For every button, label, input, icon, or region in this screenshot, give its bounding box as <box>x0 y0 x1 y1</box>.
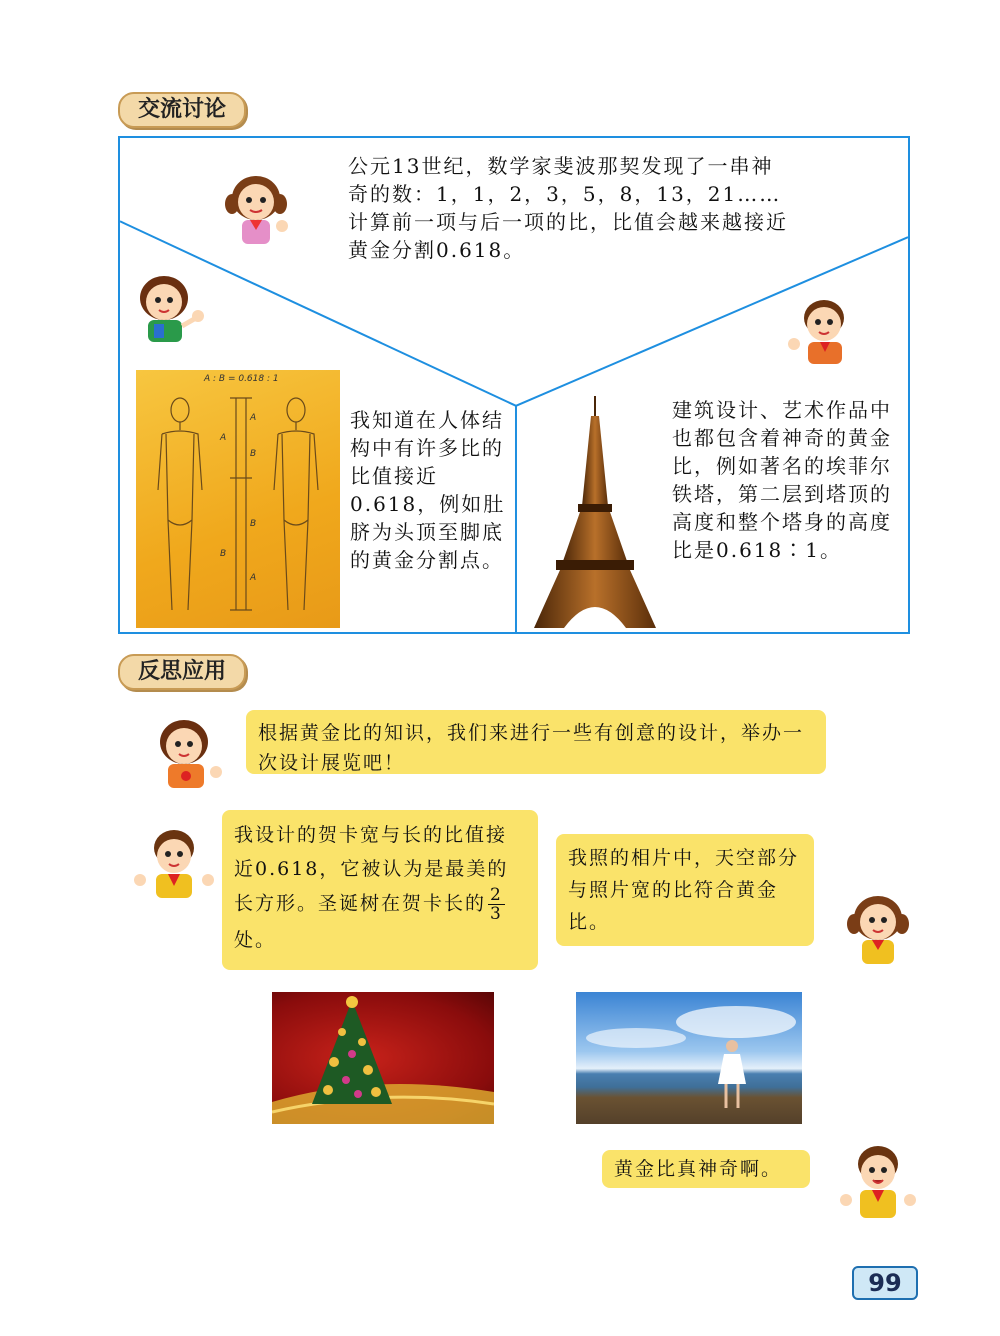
girl-on-beach-image <box>576 992 802 1124</box>
svg-text:B: B <box>250 449 257 459</box>
greeting-card-text-tail: 处。 <box>234 929 277 951</box>
page-number: 99 <box>852 1266 918 1300</box>
fraction-two-thirds <box>488 886 505 923</box>
svg-text:B: B <box>250 519 257 529</box>
boy-character-icon <box>132 824 214 902</box>
girl-character-icon <box>132 270 212 346</box>
human-body-text: 我知道在人体结构中有许多比的比值接近0.618，例如肚脐为头顶至脚底的黄金分割点。 <box>350 408 506 572</box>
girl-character-icon <box>150 714 230 792</box>
fibonacci-text: 公元13世纪，数学家斐波那契发现了一串神奇的数：1，1，2，3，5，8，13，21……计算前一项与后一项的比，比值会越来越接近黄金分割0.618。 <box>348 154 788 262</box>
proportion-label: A : B = 0.618 : 1 <box>204 374 279 384</box>
christmas-tree-icon <box>272 992 494 1124</box>
speech-bubble-greeting-card <box>222 810 538 970</box>
eiffel-tower-image <box>530 396 660 628</box>
section-title-reflect: 反思应用 <box>118 654 246 690</box>
greeting-card-text: 我设计的贺卡宽与长的比值接近0.618，它被认为是最美的长方形。圣诞树在贺卡长的 <box>234 824 509 915</box>
speech-bubble-photo: 我照的相片中，天空部分与照片宽的比符合黄金比。 <box>556 834 814 946</box>
body-outline-drawing <box>136 370 340 628</box>
svg-text:A: A <box>250 573 257 583</box>
svg-text:B: B <box>220 549 227 559</box>
svg-text:A: A <box>220 433 227 443</box>
speech-bubble-amazing: 黄金比真神奇啊。 <box>602 1150 810 1188</box>
girl-character-icon <box>220 168 292 248</box>
eiffel-text: 建筑设计、艺术作品中也都包含着神奇的黄金比，例如著名的埃菲尔铁塔，第二层到塔顶的高度和整个塔身的高度比是0.618∶1。 <box>672 398 892 562</box>
human-body-proportion-figure <box>136 370 340 628</box>
svg-text:A: A <box>250 413 257 423</box>
boy-character-icon <box>836 1140 918 1222</box>
section-title-discuss: 交流讨论 <box>118 92 246 128</box>
speech-bubble-design-exhibition: 根据黄金比的知识，我们来进行一些有创意的设计，举办一次设计展览吧！ <box>246 710 826 774</box>
girl-character-icon <box>836 888 916 966</box>
boy-character-icon <box>786 292 856 368</box>
fraction-denominator: 3 <box>490 904 503 924</box>
beach-photo <box>576 992 802 1124</box>
christmas-card-photo <box>272 992 494 1124</box>
discussion-panel <box>118 136 910 634</box>
fraction-numerator: 2 <box>490 885 503 905</box>
